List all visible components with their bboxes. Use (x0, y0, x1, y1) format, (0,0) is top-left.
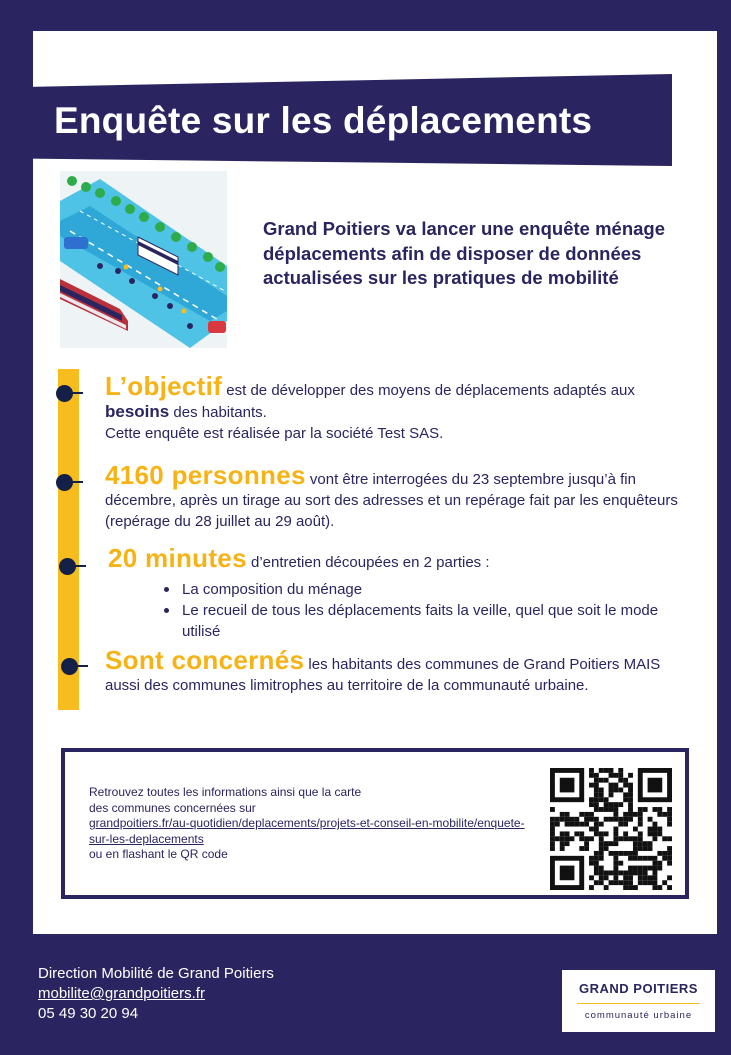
point-highlight: 4160 personnes (105, 460, 306, 490)
list-item: La composition du ménage (160, 579, 680, 600)
mobility-illustration (60, 171, 227, 348)
timeline-dot (56, 385, 73, 402)
logo-divider (577, 1003, 700, 1004)
footer-contact (38, 964, 274, 1024)
footer-phone: 05 49 30 20 94 (38, 1005, 139, 1022)
info-box (61, 748, 689, 899)
footer-org: Direction Mobilité de Grand Poitiers (38, 965, 274, 982)
point-concernes: Sont concernés les habitants des communes de Grand Poitiers MAIS aussi des communes limitrophes au territoire de la communauté urbaine. (105, 645, 661, 694)
timeline-dot (61, 658, 78, 675)
emphasis: besoins (105, 402, 170, 421)
point-minutes: 20 minutes d’entretien découpées en 2 parties : La composition du ménage Le recueil de tous les déplacements faits la veille, quel que soit le mode utilisé (108, 548, 688, 642)
logo-subtitle: communauté urbaine (584, 1010, 693, 1021)
grand-poitiers-logo (562, 970, 715, 1032)
point-highlight: L’objectif (105, 371, 223, 401)
list-item: Le recueil de tous les déplacements faits la veille, quel que soit le mode utilisé (160, 600, 680, 642)
info-text: Retrouvez toutes les informations ainsi que la carte des communes concernées sur grandpoitiers.fr/au-quotidien/deplacements/projets-et-conseil-en-mobilite/enquete-sur-les-deplacements ou en flashant le QR code (89, 785, 529, 863)
footer-email-link[interactable]: mobilite@grandpoitiers.fr (38, 985, 205, 1002)
page-title: Enquête sur les déplacements (54, 100, 593, 141)
point-objectif: L’objectif est de développer des moyens de déplacements adaptés aux besoins des habitants. Cette enquête est réalisée par la société Test SAS. (105, 371, 635, 442)
point-highlight: Sont concernés (105, 645, 305, 675)
info-link[interactable]: grandpoitiers.fr/au-quotidien/deplacements/projets-et-conseil-en-mobilite/enquete-sur-les-deplacements (89, 816, 525, 846)
timeline-dot (59, 558, 76, 575)
intro-text: Grand Poitiers va lancer une enquête ménage déplacements afin de disposer de données actualisées sur les pratiques de mobilité (263, 218, 665, 288)
point-highlight: 20 minutes (108, 543, 247, 573)
point-personnes: 4160 personnes vont être interrogées du 23 septembre jusqu’à fin décembre, après un tirage au sort des adresses et un repérage fait par les enquêteurs (repérage du 28 juillet au 29 août). (105, 460, 678, 530)
street-scene-image (60, 171, 227, 348)
logo-name: GRAND POITIERS (579, 981, 698, 996)
parts-list (160, 579, 680, 642)
timeline-dot (56, 474, 73, 491)
qr-code[interactable] (550, 768, 672, 890)
